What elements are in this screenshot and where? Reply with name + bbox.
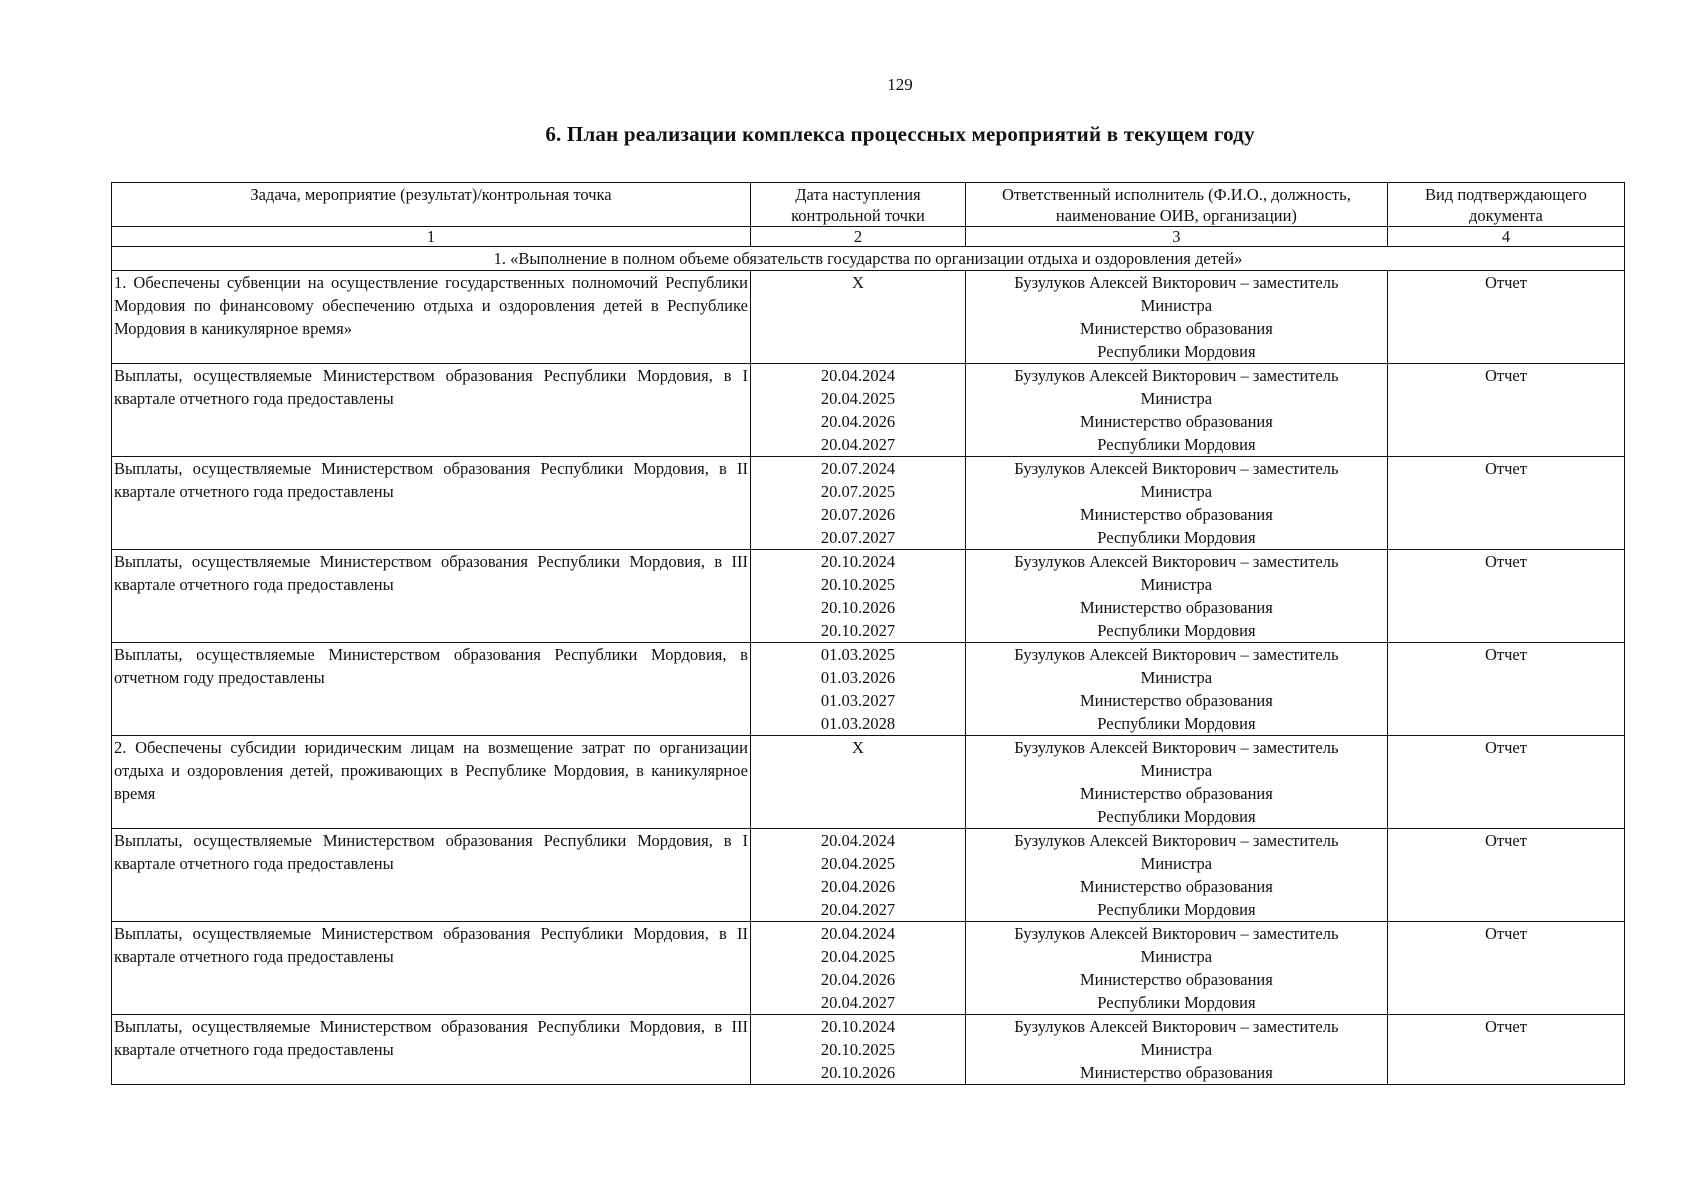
column-number: 2 [750, 227, 965, 247]
table-row [112, 643, 1625, 736]
responsible-cell [965, 829, 1387, 922]
header-row [112, 183, 1625, 227]
document-type-cell: Отчет [1387, 550, 1624, 643]
responsible-line: Республики Мордовия [1097, 900, 1256, 919]
responsible-line: Министерство образования [1079, 319, 1273, 338]
responsible-cell [965, 271, 1387, 364]
responsible-line: Бузулуков Алексей Викторович – заместитель [1014, 273, 1339, 292]
responsible-line: Бузулуков Алексей Викторович – заместитель [1014, 366, 1339, 385]
task-cell: Выплаты, осуществляемые Министерством образования Республики Мордовия, в II квартале отчетного года предоставлены [112, 922, 751, 1015]
responsible-cell [965, 643, 1387, 736]
responsible-line: Министра [1140, 761, 1213, 780]
checkpoint-date: X [851, 273, 864, 292]
checkpoint-date: X [851, 738, 864, 757]
responsible-line: Министерство образования [1079, 505, 1273, 524]
document-type-cell: Отчет [1387, 829, 1624, 922]
responsible-line: Министерство образования [1079, 877, 1273, 896]
checkpoint-date: 20.04.2024 [820, 924, 896, 943]
checkpoint-date: 20.04.2024 [820, 831, 896, 850]
checkpoint-date: 20.10.2026 [820, 1063, 896, 1082]
responsible-cell [965, 550, 1387, 643]
date-cell [750, 829, 965, 922]
responsible-line: Министра [1140, 575, 1213, 594]
date-cell [750, 922, 965, 1015]
responsible-line: Республики Мордовия [1097, 342, 1256, 361]
responsible-line: Министра [1140, 296, 1213, 315]
checkpoint-date: 20.04.2025 [820, 947, 896, 966]
page-number: 129 [887, 75, 913, 94]
task-cell: 1. Обеспечены субвенции на осуществление государственных полномочий Республики Мордовия по финансовому обеспечению отдыха и оздоровления детей в Республике Мордовия в каникулярное время» [112, 271, 751, 364]
responsible-line: Министра [1140, 947, 1213, 966]
task-cell: Выплаты, осуществляемые Министерством образования Республики Мордовия, в III квартале отчетного года предоставлены [112, 1015, 751, 1085]
checkpoint-date: 20.07.2024 [820, 459, 896, 478]
responsible-cell [965, 1015, 1387, 1085]
responsible-cell [965, 457, 1387, 550]
table-row [112, 736, 1625, 829]
checkpoint-date: 20.07.2027 [820, 528, 896, 547]
responsible-line: Республики Мордовия [1097, 435, 1256, 454]
section-row [112, 247, 1625, 271]
responsible-line: Бузулуков Алексей Викторович – заместитель [1014, 552, 1339, 571]
table-row [112, 457, 1625, 550]
header-task: Задача, мероприятие (результат)/контрольная точка [112, 183, 751, 227]
responsible-line: Бузулуков Алексей Викторович – заместитель [1014, 645, 1339, 664]
checkpoint-date: 20.04.2027 [820, 993, 896, 1012]
task-cell: Выплаты, осуществляемые Министерством образования Республики Мордовия, в III квартале отчетного года предоставлены [112, 550, 751, 643]
checkpoint-date: 20.04.2025 [820, 854, 896, 873]
checkpoint-date: 01.03.2027 [820, 691, 896, 710]
column-number-row [112, 227, 1625, 247]
date-cell [750, 271, 965, 364]
header-responsible: Ответственный исполнитель (Ф.И.О., должность, наименование ОИВ, организации) [965, 183, 1387, 227]
checkpoint-date: 20.04.2024 [820, 366, 896, 385]
task-cell: Выплаты, осуществляемые Министерством образования Республики Мордовия, в II квартале отчетного года предоставлены [112, 457, 751, 550]
document-type-cell: Отчет [1387, 364, 1624, 457]
date-cell [750, 457, 965, 550]
responsible-line: Министра [1140, 668, 1213, 687]
checkpoint-date: 20.10.2027 [820, 621, 896, 640]
responsible-cell [965, 364, 1387, 457]
responsible-line: Бузулуков Алексей Викторович – заместитель [1014, 924, 1339, 943]
responsible-line: Бузулуков Алексей Викторович – заместитель [1014, 459, 1339, 478]
document-type-cell: Отчет [1387, 643, 1624, 736]
checkpoint-date: 20.04.2027 [820, 900, 896, 919]
table-row [112, 922, 1625, 1015]
responsible-line: Бузулуков Алексей Викторович – заместитель [1014, 831, 1339, 850]
document-title: 6. План реализации комплекса процессных мероприятий в текущем году [545, 122, 1255, 146]
responsible-line: Министерство образования [1079, 1063, 1273, 1082]
checkpoint-date: 20.07.2025 [820, 482, 896, 501]
responsible-line: Республики Мордовия [1097, 807, 1256, 826]
checkpoint-date: 20.04.2027 [820, 435, 896, 454]
responsible-line: Республики Мордовия [1097, 528, 1256, 547]
checkpoint-date: 20.10.2026 [820, 598, 896, 617]
responsible-cell [965, 736, 1387, 829]
task-cell: Выплаты, осуществляемые Министерством образования Республики Мордовия, в I квартале отчетного года предоставлены [112, 829, 751, 922]
table-row [112, 829, 1625, 922]
table-row [112, 364, 1625, 457]
section-title: 1. «Выполнение в полном объеме обязательств государства по организации отдыха и оздоровления детей» [112, 247, 1625, 271]
date-cell [750, 550, 965, 643]
column-number: 3 [965, 227, 1387, 247]
checkpoint-date: 01.03.2025 [820, 645, 896, 664]
document-type-cell: Отчет [1387, 736, 1624, 829]
checkpoint-date: 20.04.2026 [820, 877, 896, 896]
checkpoint-date: 20.04.2026 [820, 412, 896, 431]
checkpoint-date: 20.10.2024 [820, 1017, 896, 1036]
responsible-line: Министерство образования [1079, 970, 1273, 989]
document-type-cell: Отчет [1387, 1015, 1624, 1085]
table-row [112, 550, 1625, 643]
date-cell [750, 364, 965, 457]
document-type-cell: Отчет [1387, 922, 1624, 1015]
responsible-line: Республики Мордовия [1097, 621, 1256, 640]
responsible-line: Министерство образования [1079, 691, 1273, 710]
responsible-line: Министра [1140, 389, 1213, 408]
document-type-cell: Отчет [1387, 271, 1624, 364]
checkpoint-date: 20.10.2024 [820, 552, 896, 571]
task-cell: 2. Обеспечены субсидии юридическим лицам на возмещение затрат по организации отдыха и оздоровления детей, проживающих в Республике Мордовия, в каникулярное время [112, 736, 751, 829]
table-row [112, 1015, 1625, 1085]
column-number: 4 [1387, 227, 1624, 247]
plan-table [111, 182, 1625, 1085]
responsible-line: Министра [1140, 482, 1213, 501]
checkpoint-date: 20.10.2025 [820, 1040, 896, 1059]
responsible-line: Министерство образования [1079, 598, 1273, 617]
checkpoint-date: 01.03.2028 [820, 714, 896, 733]
responsible-line: Министерство образования [1079, 412, 1273, 431]
responsible-line: Республики Мордовия [1097, 714, 1256, 733]
date-cell [750, 643, 965, 736]
responsible-cell [965, 922, 1387, 1015]
document-type-cell: Отчет [1387, 457, 1624, 550]
responsible-line: Республики Мордовия [1097, 993, 1256, 1012]
responsible-line: Министра [1140, 1040, 1213, 1059]
checkpoint-date: 01.03.2026 [820, 668, 896, 687]
responsible-line: Бузулуков Алексей Викторович – заместитель [1014, 738, 1339, 757]
checkpoint-date: 20.10.2025 [820, 575, 896, 594]
table-row [112, 271, 1625, 364]
date-cell [750, 736, 965, 829]
responsible-line: Министерство образования [1079, 784, 1273, 803]
date-cell [750, 1015, 965, 1085]
task-cell: Выплаты, осуществляемые Министерством образования Республики Мордовия, в I квартале отчетного года предоставлены [112, 364, 751, 457]
checkpoint-date: 20.07.2026 [820, 505, 896, 524]
checkpoint-date: 20.04.2026 [820, 970, 896, 989]
responsible-line: Бузулуков Алексей Викторович – заместитель [1014, 1017, 1339, 1036]
task-cell: Выплаты, осуществляемые Министерством образования Республики Мордовия, в отчетном году предоставлены [112, 643, 751, 736]
checkpoint-date: 20.04.2025 [820, 389, 896, 408]
responsible-line: Министра [1140, 854, 1213, 873]
header-document: Вид подтверждающего документа [1387, 183, 1624, 227]
header-date: Дата наступления контрольной точки [750, 183, 965, 227]
column-number: 1 [112, 227, 751, 247]
